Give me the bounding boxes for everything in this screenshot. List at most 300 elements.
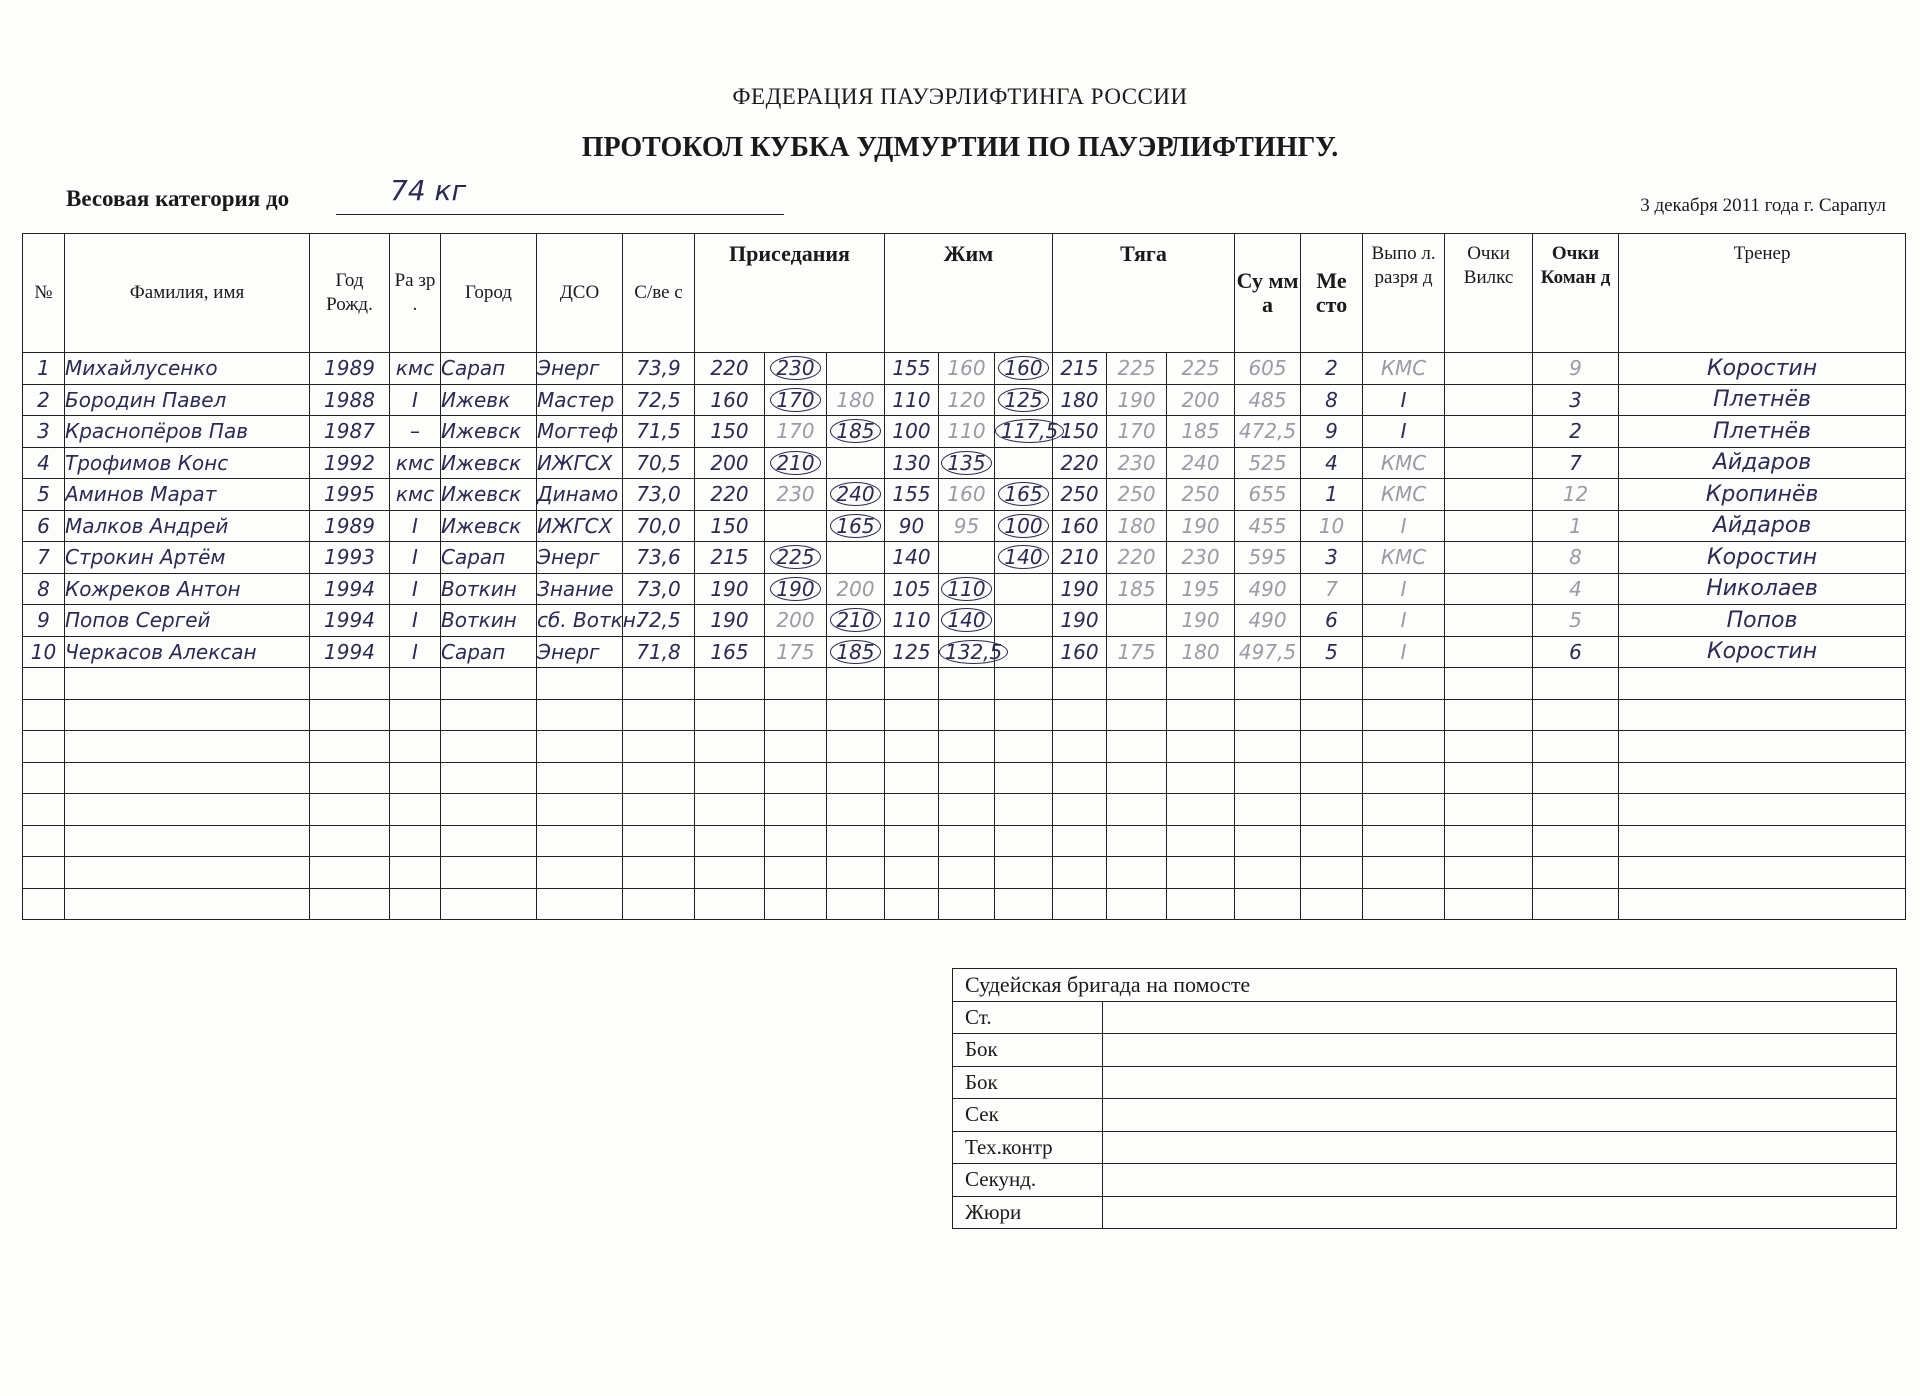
cell-wilks <box>1445 416 1533 448</box>
cell-d2: 175 <box>1107 636 1167 668</box>
cell-team: 7 <box>1533 447 1619 479</box>
empty-cell <box>939 857 995 889</box>
empty-cell <box>1107 825 1167 857</box>
empty-row <box>23 762 1906 794</box>
cell-rank: кмс <box>390 479 441 511</box>
empty-cell <box>1445 699 1533 731</box>
cell-d1: 160 <box>1053 636 1107 668</box>
cell-b3 <box>995 384 1053 416</box>
empty-cell <box>1363 731 1445 763</box>
empty-cell <box>1533 762 1619 794</box>
cell-team: 5 <box>1533 605 1619 637</box>
empty-cell <box>1053 825 1107 857</box>
circled-attempt: 140 <box>941 608 991 632</box>
empty-cell <box>537 825 623 857</box>
cell-d2: 180 <box>1107 510 1167 542</box>
col-num: № <box>23 234 65 353</box>
cell-coach: Николаев <box>1619 573 1906 605</box>
jury-role: Тех.контр <box>953 1131 1103 1164</box>
empty-cell <box>623 668 695 700</box>
empty-cell <box>1301 794 1363 826</box>
cell-year: 1994 <box>310 636 390 668</box>
empty-cell <box>441 857 537 889</box>
cell-d2: 185 <box>1107 573 1167 605</box>
empty-cell <box>1167 762 1235 794</box>
results-table-wrapper <box>22 233 1896 931</box>
cell-bw: 73,0 <box>623 573 695 605</box>
jury-name-field <box>1103 1164 1897 1197</box>
empty-cell <box>310 888 390 920</box>
empty-cell <box>995 857 1053 889</box>
cell-s2 <box>765 573 827 605</box>
cell-s3 <box>827 447 885 479</box>
empty-cell <box>390 794 441 826</box>
cell-d3: 185 <box>1167 416 1235 448</box>
cell-dso: Энерг <box>537 636 623 668</box>
cell-dso: ИЖГСХ <box>537 510 623 542</box>
col-bodyweight: С/ве с <box>623 234 695 353</box>
empty-cell <box>1301 762 1363 794</box>
table-row <box>23 384 1906 416</box>
cell-total: 655 <box>1235 479 1301 511</box>
cell-d1: 250 <box>1053 479 1107 511</box>
cell-name: Попов Сергей <box>65 605 310 637</box>
empty-cell <box>310 699 390 731</box>
empty-cell <box>390 699 441 731</box>
empty-cell <box>1107 731 1167 763</box>
jury-name-field <box>1103 1131 1897 1164</box>
empty-cell <box>1533 731 1619 763</box>
empty-cell <box>65 857 310 889</box>
cell-team: 8 <box>1533 542 1619 574</box>
empty-cell <box>441 668 537 700</box>
empty-cell <box>695 888 765 920</box>
cell-s1: 165 <box>695 636 765 668</box>
cell-s2 <box>765 384 827 416</box>
empty-cell <box>1619 731 1906 763</box>
circled-attempt: 210 <box>830 608 880 632</box>
col-place: Ме сто <box>1301 234 1363 353</box>
col-deadlift: Тяга <box>1053 234 1235 353</box>
empty-cell <box>827 762 885 794</box>
empty-cell <box>1235 699 1301 731</box>
cell-rank: I <box>390 636 441 668</box>
cell-b1: 105 <box>885 573 939 605</box>
table-row <box>23 353 1906 385</box>
empty-cell <box>537 731 623 763</box>
empty-cell <box>995 699 1053 731</box>
empty-cell <box>827 731 885 763</box>
cell-n: 8 <box>23 573 65 605</box>
cell-d1: 150 <box>1053 416 1107 448</box>
circled-attempt: 170 <box>770 388 820 412</box>
cell-place: 9 <box>1301 416 1363 448</box>
empty-cell <box>885 888 939 920</box>
cell-city: Ижевск <box>441 479 537 511</box>
cell-b2: 160 <box>939 479 995 511</box>
cell-b3 <box>995 479 1053 511</box>
empty-row <box>23 888 1906 920</box>
circled-attempt: 140 <box>998 545 1048 569</box>
cell-s3 <box>827 479 885 511</box>
cell-b2: 160 <box>939 353 995 385</box>
cell-wilks <box>1445 573 1533 605</box>
cell-s1: 190 <box>695 605 765 637</box>
cell-s3 <box>827 636 885 668</box>
jury-name-field <box>1103 1001 1897 1034</box>
empty-cell <box>1167 794 1235 826</box>
empty-cell <box>390 731 441 763</box>
cell-n: 3 <box>23 416 65 448</box>
empty-cell <box>390 857 441 889</box>
cell-year: 1988 <box>310 384 390 416</box>
cell-rank-done: I <box>1363 573 1445 605</box>
cell-name: Кожреков Антон <box>65 573 310 605</box>
cell-s2: 230 <box>765 479 827 511</box>
empty-cell <box>827 888 885 920</box>
cell-coach: Айдаров <box>1619 447 1906 479</box>
empty-row <box>23 668 1906 700</box>
empty-cell <box>537 762 623 794</box>
empty-cell <box>1533 699 1619 731</box>
empty-cell <box>1107 794 1167 826</box>
cell-b1: 130 <box>885 447 939 479</box>
empty-cell <box>995 731 1053 763</box>
cell-n: 4 <box>23 447 65 479</box>
empty-cell <box>765 794 827 826</box>
empty-cell <box>1445 731 1533 763</box>
cell-d3: 225 <box>1167 353 1235 385</box>
empty-cell <box>1167 668 1235 700</box>
jury-name-field <box>1103 1196 1897 1229</box>
jury-role: Сек <box>953 1099 1103 1132</box>
table-row <box>23 573 1906 605</box>
empty-cell <box>310 794 390 826</box>
cell-d3: 250 <box>1167 479 1235 511</box>
jury-row <box>953 1001 1897 1034</box>
col-coach: Тренер <box>1619 234 1906 353</box>
cell-rank-done: I <box>1363 384 1445 416</box>
empty-cell <box>310 731 390 763</box>
cell-team: 6 <box>1533 636 1619 668</box>
cell-place: 7 <box>1301 573 1363 605</box>
cell-b2 <box>939 605 995 637</box>
cell-n: 2 <box>23 384 65 416</box>
empty-cell <box>23 888 65 920</box>
empty-cell <box>765 857 827 889</box>
empty-cell <box>1363 825 1445 857</box>
cell-s3 <box>827 605 885 637</box>
cell-d2: 250 <box>1107 479 1167 511</box>
empty-cell <box>1533 794 1619 826</box>
cell-coach: Плетнёв <box>1619 416 1906 448</box>
cell-bw: 70,5 <box>623 447 695 479</box>
empty-cell <box>623 888 695 920</box>
cell-place: 3 <box>1301 542 1363 574</box>
empty-cell <box>939 794 995 826</box>
empty-cell <box>1167 699 1235 731</box>
cell-s3 <box>827 510 885 542</box>
empty-cell <box>1167 888 1235 920</box>
empty-cell <box>1363 794 1445 826</box>
jury-row <box>953 1066 1897 1099</box>
cell-rank-done: КМС <box>1363 479 1445 511</box>
cell-bw: 71,8 <box>623 636 695 668</box>
cell-dso: Энерг <box>537 353 623 385</box>
cell-rank-done: КМС <box>1363 353 1445 385</box>
empty-cell <box>390 825 441 857</box>
empty-cell <box>1167 825 1235 857</box>
cell-wilks <box>1445 605 1533 637</box>
empty-cell <box>1235 857 1301 889</box>
empty-cell <box>537 699 623 731</box>
empty-cell <box>939 731 995 763</box>
empty-cell <box>885 762 939 794</box>
cell-wilks <box>1445 510 1533 542</box>
cell-d1: 190 <box>1053 573 1107 605</box>
cell-name: Трофимов Конс <box>65 447 310 479</box>
cell-b2: 110 <box>939 416 995 448</box>
cell-total: 490 <box>1235 573 1301 605</box>
cell-dso: сб. Воткн. <box>537 605 623 637</box>
empty-cell <box>65 794 310 826</box>
circled-attempt: 125 <box>998 388 1048 412</box>
cell-name: Аминов Марат <box>65 479 310 511</box>
circled-attempt: 190 <box>770 577 820 601</box>
cell-n: 6 <box>23 510 65 542</box>
empty-cell <box>939 888 995 920</box>
weight-category-underline <box>336 214 784 215</box>
cell-city: Воткин <box>441 573 537 605</box>
cell-wilks <box>1445 384 1533 416</box>
cell-b2 <box>939 542 995 574</box>
cell-year: 1992 <box>310 447 390 479</box>
cell-rank: – <box>390 416 441 448</box>
cell-d3: 190 <box>1167 510 1235 542</box>
cell-s1: 150 <box>695 510 765 542</box>
cell-bw: 73,6 <box>623 542 695 574</box>
empty-cell <box>995 762 1053 794</box>
jury-title: Судейская бригада на помосте <box>953 969 1897 1002</box>
cell-s2 <box>765 447 827 479</box>
cell-place: 2 <box>1301 353 1363 385</box>
empty-row <box>23 731 1906 763</box>
cell-s2 <box>765 353 827 385</box>
cell-place: 6 <box>1301 605 1363 637</box>
cell-s2 <box>765 542 827 574</box>
empty-cell <box>827 794 885 826</box>
empty-cell <box>390 762 441 794</box>
cell-city: Сарап <box>441 353 537 385</box>
circled-attempt: 225 <box>770 545 820 569</box>
col-name: Фамилия, имя <box>65 234 310 353</box>
cell-team: 9 <box>1533 353 1619 385</box>
empty-cell <box>1363 888 1445 920</box>
empty-cell <box>1445 668 1533 700</box>
empty-cell <box>1235 668 1301 700</box>
cell-place: 8 <box>1301 384 1363 416</box>
cell-s1: 200 <box>695 447 765 479</box>
cell-d2: 230 <box>1107 447 1167 479</box>
cell-rank-done: КМС <box>1363 542 1445 574</box>
cell-name: Малков Андрей <box>65 510 310 542</box>
empty-cell <box>1533 888 1619 920</box>
empty-cell <box>995 825 1053 857</box>
col-dso: ДСО <box>537 234 623 353</box>
circled-attempt: 165 <box>998 482 1048 506</box>
cell-n: 1 <box>23 353 65 385</box>
cell-city: Ижевск <box>441 416 537 448</box>
cell-n: 5 <box>23 479 65 511</box>
cell-coach: Плетнёв <box>1619 384 1906 416</box>
cell-rank: I <box>390 542 441 574</box>
cell-b3 <box>995 353 1053 385</box>
empty-cell <box>1107 668 1167 700</box>
empty-cell <box>23 762 65 794</box>
empty-cell <box>1235 762 1301 794</box>
empty-cell <box>1619 699 1906 731</box>
cell-year: 1989 <box>310 510 390 542</box>
empty-row <box>23 857 1906 889</box>
col-squat: Приседания <box>695 234 885 353</box>
jury-header-row <box>953 969 1897 1002</box>
cell-d1: 215 <box>1053 353 1107 385</box>
cell-b2: 120 <box>939 384 995 416</box>
empty-cell <box>390 668 441 700</box>
table-row <box>23 605 1906 637</box>
empty-cell <box>939 825 995 857</box>
empty-cell <box>1533 825 1619 857</box>
cell-team: 2 <box>1533 416 1619 448</box>
empty-cell <box>623 825 695 857</box>
empty-row <box>23 794 1906 826</box>
empty-cell <box>1107 762 1167 794</box>
protocol-title: ПРОТОКОЛ КУБКА УДМУРТИИ ПО ПАУЭРЛИФТИНГУ. <box>581 132 1339 163</box>
circled-attempt: 185 <box>830 640 880 664</box>
empty-cell <box>827 857 885 889</box>
empty-cell <box>65 762 310 794</box>
cell-year: 1994 <box>310 605 390 637</box>
empty-cell <box>1235 794 1301 826</box>
empty-cell <box>939 699 995 731</box>
empty-cell <box>1053 699 1107 731</box>
table-row <box>23 636 1906 668</box>
cell-place: 10 <box>1301 510 1363 542</box>
jury-name-field <box>1103 1099 1897 1132</box>
empty-cell <box>765 762 827 794</box>
cell-city: Ижевск <box>441 510 537 542</box>
empty-cell <box>23 794 65 826</box>
empty-cell <box>1445 825 1533 857</box>
cell-name: Михайлусенко <box>65 353 310 385</box>
empty-cell <box>65 699 310 731</box>
cell-d1: 220 <box>1053 447 1107 479</box>
empty-cell <box>441 888 537 920</box>
empty-cell <box>1363 857 1445 889</box>
jury-role: Секунд. <box>953 1164 1103 1197</box>
cell-b1: 110 <box>885 605 939 637</box>
weight-category-value: 74 кг <box>390 174 467 207</box>
empty-cell <box>1107 888 1167 920</box>
federation-title: ФЕДЕРАЦИЯ ПАУЭРЛИФТИНГА РОССИИ <box>732 84 1188 109</box>
circled-attempt: 117,5 <box>995 419 1064 443</box>
empty-cell <box>1235 888 1301 920</box>
cell-d3: 200 <box>1167 384 1235 416</box>
cell-d2: 220 <box>1107 542 1167 574</box>
empty-cell <box>695 825 765 857</box>
empty-cell <box>1619 794 1906 826</box>
cell-s1: 215 <box>695 542 765 574</box>
circled-attempt: 132,5 <box>939 640 1008 664</box>
empty-cell <box>1445 762 1533 794</box>
cell-total: 472,5 <box>1235 416 1301 448</box>
empty-row <box>23 825 1906 857</box>
empty-cell <box>537 668 623 700</box>
empty-cell <box>1619 668 1906 700</box>
table-row <box>23 447 1906 479</box>
cell-s3: 200 <box>827 573 885 605</box>
cell-year: 1995 <box>310 479 390 511</box>
cell-b3 <box>995 605 1053 637</box>
table-row <box>23 542 1906 574</box>
table-row <box>23 510 1906 542</box>
empty-cell <box>885 731 939 763</box>
results-body <box>23 353 1906 920</box>
cell-s1: 160 <box>695 384 765 416</box>
jury-table <box>952 968 1897 1229</box>
cell-b1: 140 <box>885 542 939 574</box>
cell-b1: 125 <box>885 636 939 668</box>
empty-cell <box>441 731 537 763</box>
cell-total: 497,5 <box>1235 636 1301 668</box>
cell-b3 <box>995 416 1059 448</box>
empty-cell <box>623 857 695 889</box>
cell-dso: Энерг <box>537 542 623 574</box>
cell-coach: Айдаров <box>1619 510 1906 542</box>
empty-cell <box>310 668 390 700</box>
empty-cell <box>1619 762 1906 794</box>
cell-rank-done: I <box>1363 605 1445 637</box>
cell-dso: Динамо <box>537 479 623 511</box>
empty-cell <box>1445 794 1533 826</box>
empty-cell <box>310 762 390 794</box>
cell-city: Воткин <box>441 605 537 637</box>
empty-cell <box>765 888 827 920</box>
empty-cell <box>1301 825 1363 857</box>
jury-name-field <box>1103 1034 1897 1067</box>
empty-cell <box>441 825 537 857</box>
cell-place: 5 <box>1301 636 1363 668</box>
cell-place: 1 <box>1301 479 1363 511</box>
cell-bw: 73,0 <box>623 479 695 511</box>
header-row <box>23 234 1906 353</box>
cell-wilks <box>1445 636 1533 668</box>
empty-cell <box>765 668 827 700</box>
cell-city: Ижевск <box>441 447 537 479</box>
cell-d3: 195 <box>1167 573 1235 605</box>
cell-b2 <box>939 573 995 605</box>
col-wilks: Очки Вилкс <box>1445 234 1533 353</box>
cell-d2: 170 <box>1107 416 1167 448</box>
cell-rank: I <box>390 573 441 605</box>
cell-rank: I <box>390 384 441 416</box>
empty-cell <box>765 731 827 763</box>
cell-d3: 230 <box>1167 542 1235 574</box>
cell-rank-done: I <box>1363 510 1445 542</box>
empty-cell <box>939 762 995 794</box>
jury-role: Бок <box>953 1066 1103 1099</box>
cell-b3 <box>995 573 1053 605</box>
